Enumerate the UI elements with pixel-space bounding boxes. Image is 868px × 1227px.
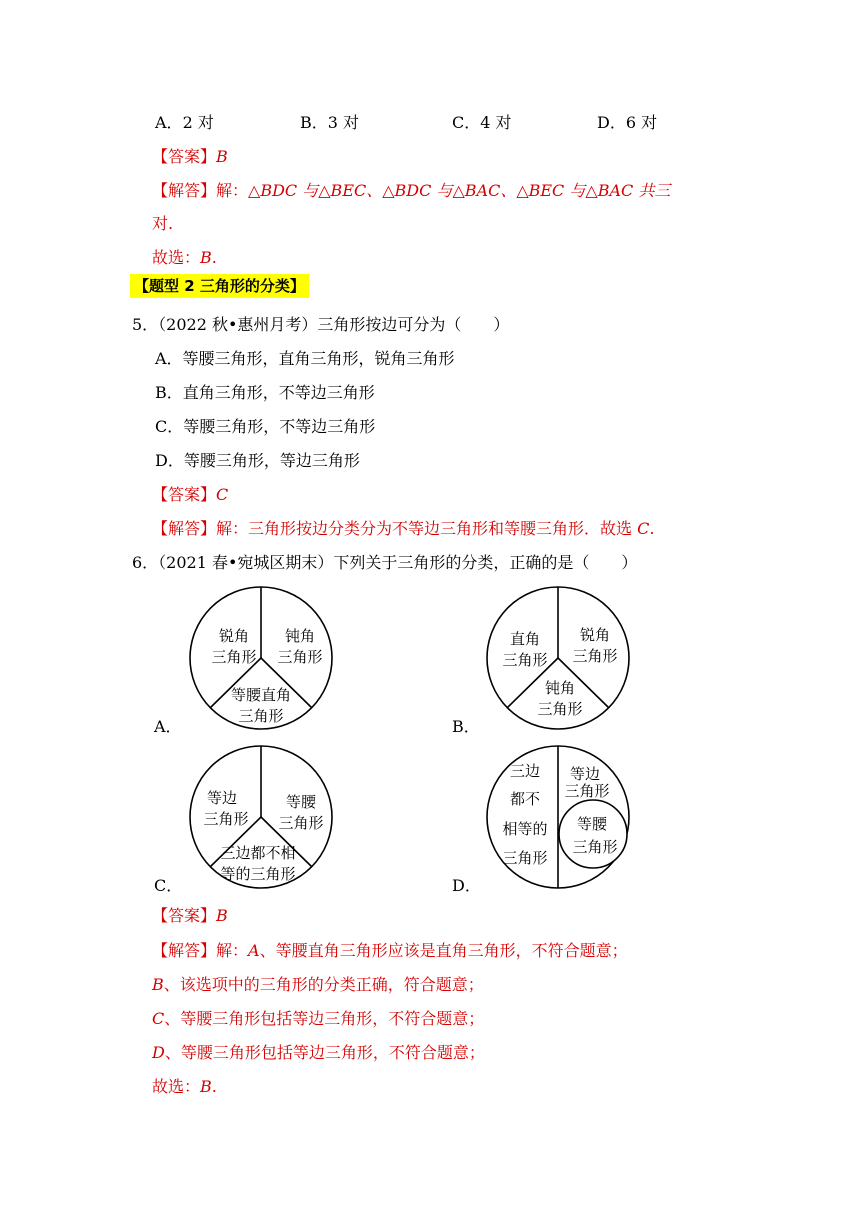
section-title: 【题型 2 三角形的分类】 [130,274,309,298]
q4-conclusion: 故选：B. [152,248,217,267]
pie-d-right-top-line2: 三角形 [564,782,610,800]
q6-solution-line3: C、等腰三角形包括等边三角形，不符合题意； [152,1009,485,1028]
q6-solution-line4: D、等腰三角形包括等边三角形，不符合题意； [152,1043,485,1062]
pie-c-bottom-line1: 三边都不相 [220,844,296,862]
pie-c-left-line1: 等边 [206,789,238,807]
q4-option-a: A．2 对 [155,113,214,132]
pie-a-right-line1: 钝角 [284,627,316,645]
pie-d-left-line3: 相等的 [502,820,548,838]
q4-option-c: C．4 对 [452,113,512,132]
q6-solution-line2: B、该选项中的三角形的分类正确，符合题意； [152,975,484,994]
q5-answer: 【答案】C [152,485,229,504]
pie-d-inner-line2: 三角形 [572,838,618,856]
pie-a-bottom-line2: 三角形 [238,707,284,725]
pie-d-label: D． [452,876,481,895]
pie-a-bottom-line1: 等腰直角 [230,686,292,704]
q6-answer: 【答案】B [152,906,228,925]
pie-d-right-top-line1: 等边 [569,765,601,783]
q6-solution-line1: 【解答】解：A、等腰直角三角形应该是直角三角形，不符合题意； [152,941,628,960]
pie-d-left-line4: 三角形 [502,849,548,867]
pie-diagram-b [485,585,633,733]
q5-option-b: B．直角三角形，不等边三角形 [155,383,375,402]
pie-a-label: A． [154,717,182,736]
q4-answer: 【答案】B [152,147,228,166]
pie-b-left-line1: 直角 [509,630,541,648]
q5-option-a: A．等腰三角形，直角三角形，锐角三角形 [155,349,455,368]
pie-b-label: B． [452,717,480,736]
pie-diagram-a [188,585,336,733]
pie-a-right-line2: 三角形 [277,648,323,666]
pie-b-right-line1: 锐角 [579,626,611,644]
pie-b-left-line2: 三角形 [502,651,548,669]
pie-d-left-line1: 三边 [509,762,541,780]
q4-solution-line2: 对. [152,214,174,233]
pie-b-bottom-line2: 三角形 [537,700,583,718]
q4-option-b: B．3 对 [300,113,360,132]
pie-a-left-line2: 三角形 [211,648,257,666]
q5-option-d: D．等腰三角形，等边三角形 [155,451,360,470]
pie-c-label: C． [154,876,183,895]
pie-d-left-line2: 都不 [509,790,541,808]
pie-c-left-line2: 三角形 [203,810,249,828]
q4-option-d: D．6 对 [597,113,658,132]
pie-c-right-line1: 等腰 [285,793,317,811]
pie-diagram-d [485,744,633,892]
pie-c-right-line2: 三角形 [278,814,324,832]
q5-option-c: C．等腰三角形，不等边三角形 [155,417,376,436]
pie-a-left-line1: 锐角 [218,627,250,645]
pie-b-bottom-line1: 钝角 [544,679,576,697]
pie-d-inner-line1: 等腰 [576,815,608,833]
q5-stem: 5．（2022 秋•惠州月考）三角形按边可分为（ ） [132,315,510,334]
pie-b-right-line2: 三角形 [572,647,618,665]
pie-c-bottom-line2: 等的三角形 [220,865,296,883]
q6-conclusion: 故选：B. [152,1077,217,1096]
q5-solution: 【解答】解：三角形按边分类分为不等边三角形和等腰三角形．故选 C. [152,519,655,538]
q4-solution-line1: 【解答】解：△BDC 与△BEC、△BDC 与△BAC、△BEC 与△BAC 共三 [152,181,671,200]
pie-diagram-c [188,744,336,892]
q6-stem: 6．（2021 春•宛城区期末）下列关于三角形的分类，正确的是（ ） [132,553,638,572]
